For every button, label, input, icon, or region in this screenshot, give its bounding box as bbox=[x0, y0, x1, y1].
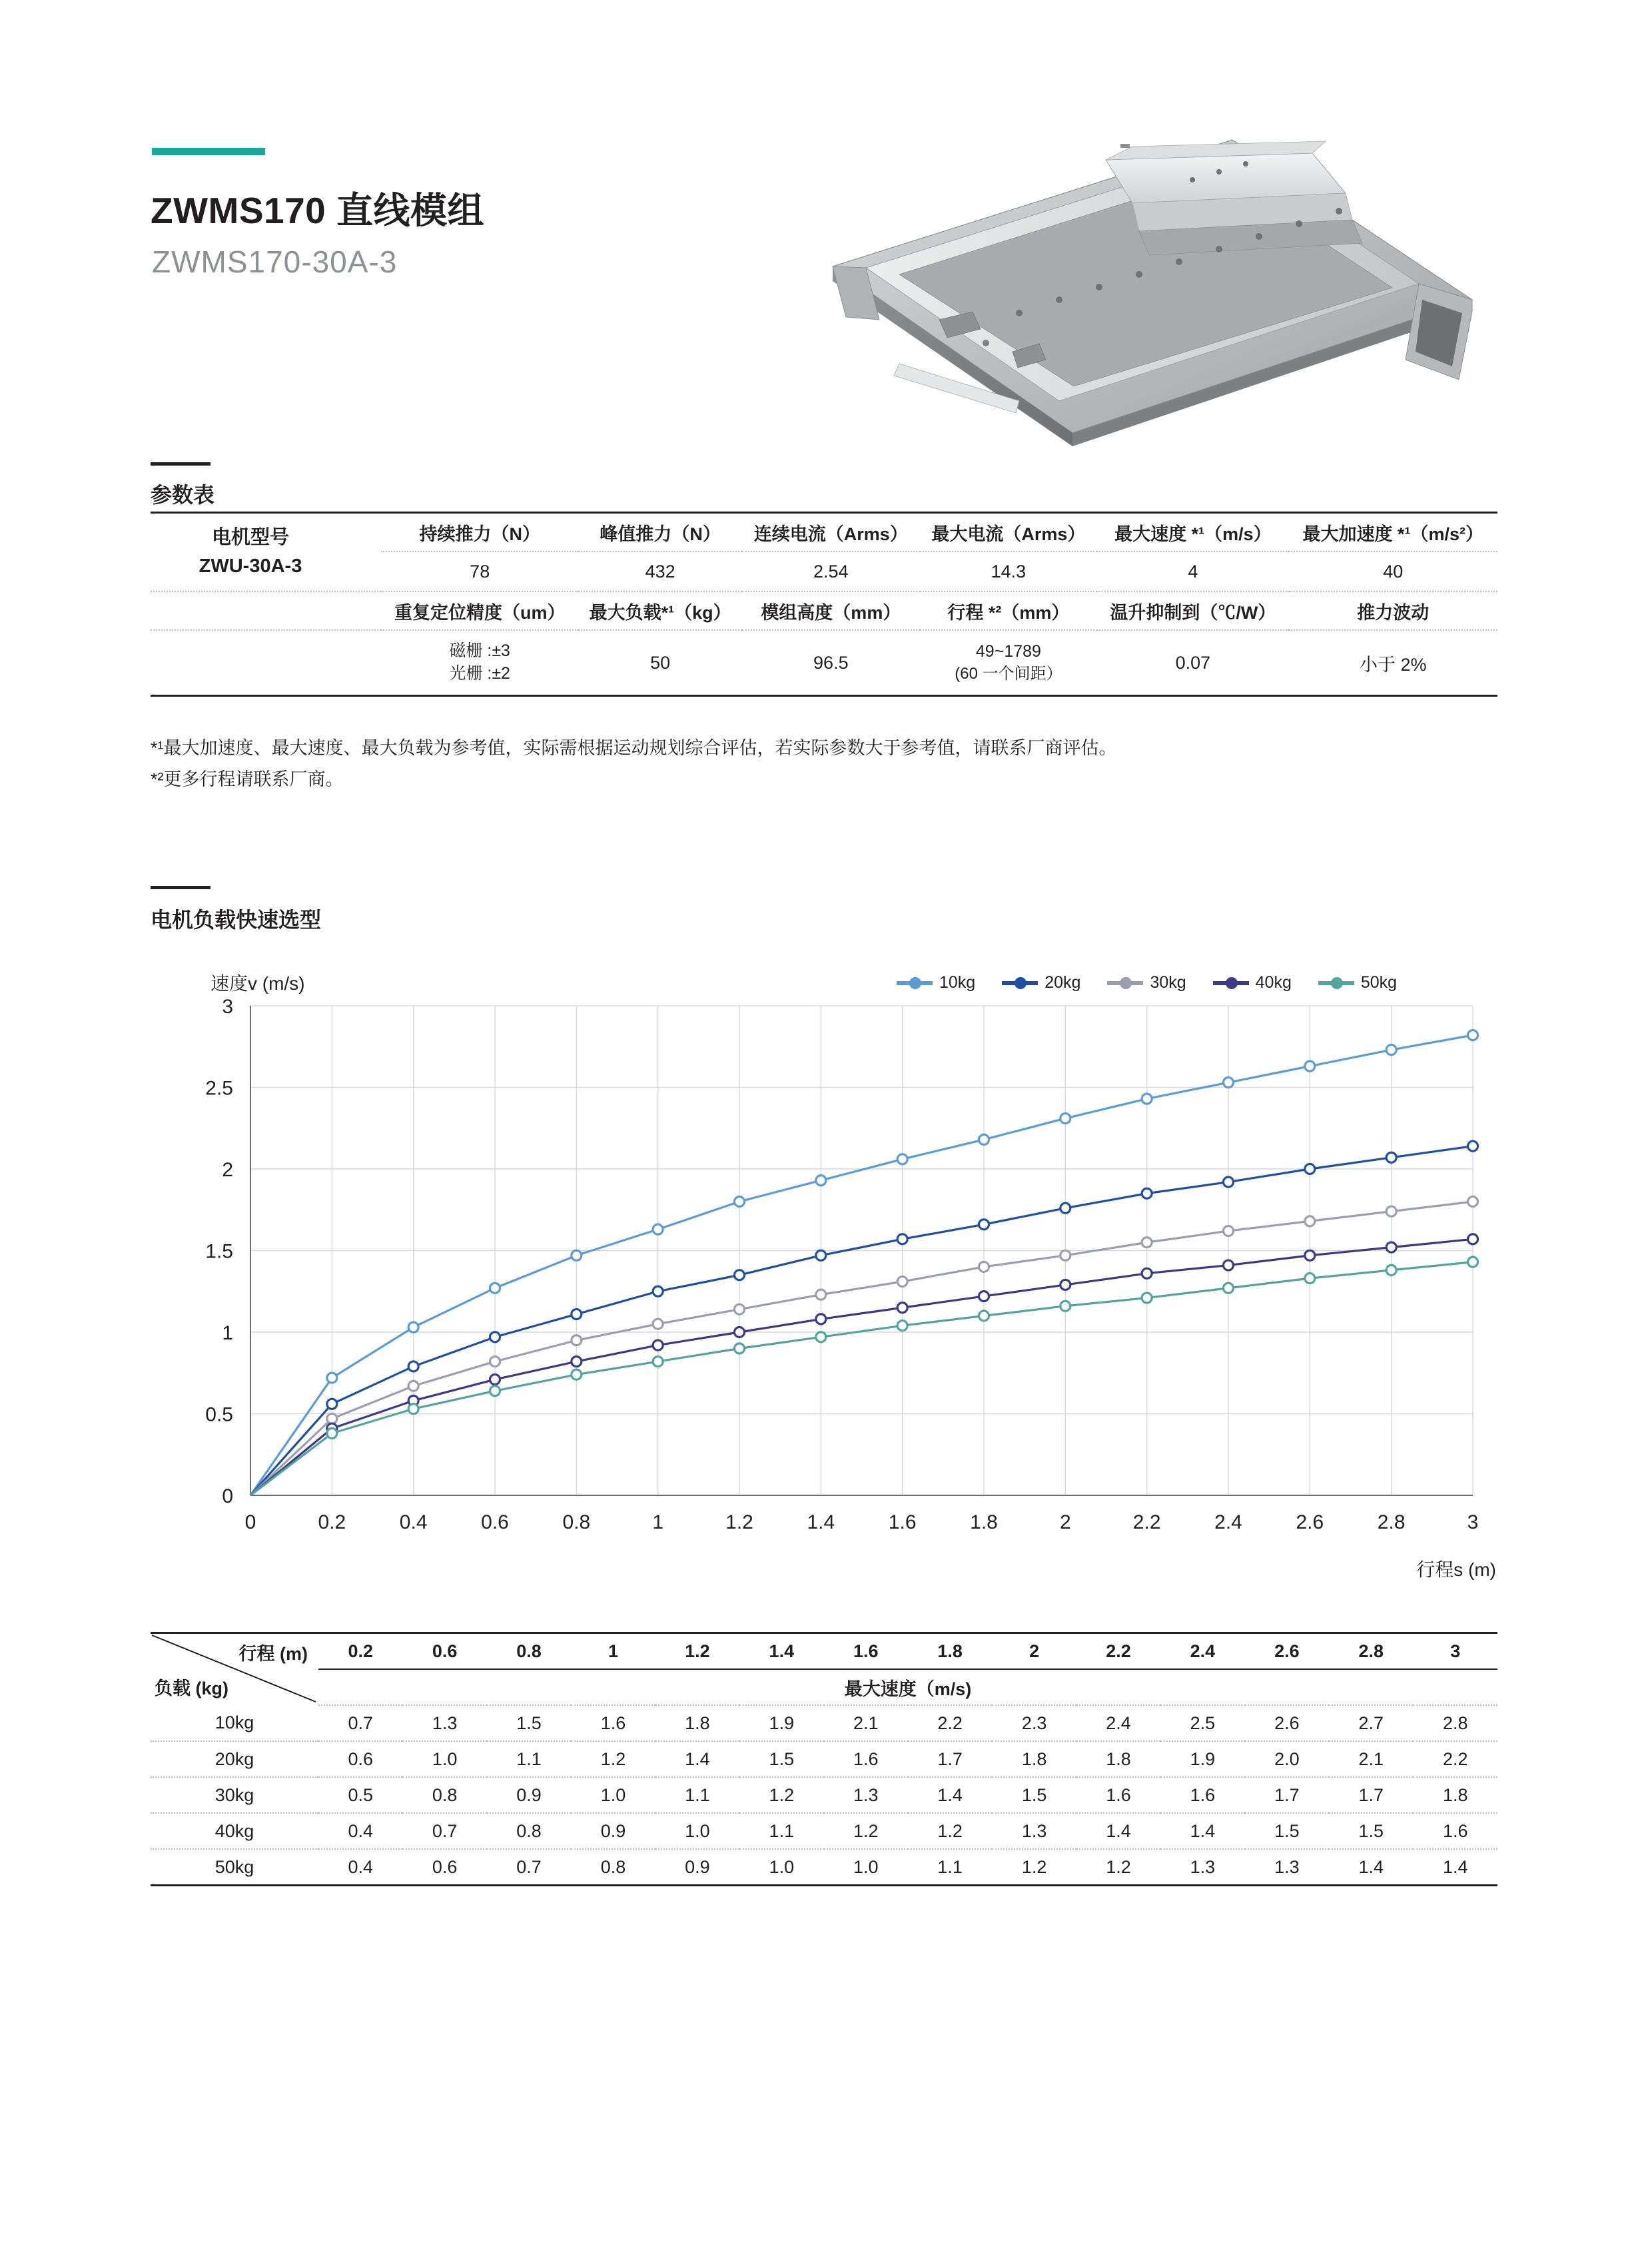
chart-x-axis-label: 行程s (m) bbox=[1416, 1559, 1496, 1580]
cell-20kg-2.8: 2.1 bbox=[1329, 1741, 1413, 1777]
value-max-current: 14.3 bbox=[920, 552, 1098, 591]
value-module-height: 96.5 bbox=[742, 630, 920, 696]
chart-canvas bbox=[151, 969, 1503, 1569]
legend-swatch-10kg bbox=[897, 981, 933, 985]
motor-model-label: 电机型号 bbox=[211, 526, 289, 548]
legend-swatch-30kg bbox=[1107, 981, 1143, 985]
column-header-stroke-1.6: 1.6 bbox=[824, 1633, 908, 1670]
param-section-rule bbox=[151, 462, 210, 466]
column-header-stroke-1.4: 1.4 bbox=[739, 1633, 823, 1670]
legend-swatch-40kg bbox=[1213, 981, 1249, 985]
cell-10kg-2.4: 2.5 bbox=[1160, 1705, 1244, 1741]
cell-30kg-3: 1.8 bbox=[1413, 1777, 1497, 1813]
cell-20kg-0.2: 0.6 bbox=[318, 1741, 402, 1777]
cell-10kg-2.8: 2.7 bbox=[1329, 1705, 1413, 1741]
cell-10kg-2: 2.3 bbox=[992, 1705, 1076, 1741]
cell-50kg-3: 1.4 bbox=[1413, 1849, 1497, 1886]
cell-50kg-0.8: 0.7 bbox=[487, 1849, 571, 1886]
table-row bbox=[151, 591, 1497, 630]
table-row bbox=[151, 1813, 1497, 1849]
column-header-stroke-0.2: 0.2 bbox=[318, 1633, 402, 1670]
cell-40kg-2.6: 1.5 bbox=[1245, 1813, 1329, 1849]
svg-text:1.4: 1.4 bbox=[807, 1511, 835, 1533]
cell-40kg-2.8: 1.5 bbox=[1329, 1813, 1413, 1849]
value-force-ripple: 小于 2% bbox=[1289, 630, 1497, 696]
motor-model-value: ZWU-30A-3 bbox=[199, 556, 302, 577]
svg-text:0.4: 0.4 bbox=[399, 1511, 428, 1533]
value-stroke-note: (60 一个间距） bbox=[955, 664, 1062, 683]
corner-label-load: 负载 (kg) bbox=[155, 1679, 228, 1698]
legend-swatch-20kg bbox=[1002, 981, 1038, 985]
table-row bbox=[151, 1741, 1497, 1777]
table-row bbox=[151, 1705, 1497, 1741]
product-illustration bbox=[819, 100, 1485, 460]
cell-30kg-1.4: 1.2 bbox=[739, 1777, 823, 1813]
legend-item bbox=[897, 973, 975, 992]
cell-30kg-0.8: 0.9 bbox=[487, 1777, 571, 1813]
table-row bbox=[151, 1669, 1497, 1705]
header-temp-rise: 温升抑制到（℃/W） bbox=[1097, 591, 1288, 630]
cell-40kg-2.2: 1.4 bbox=[1076, 1813, 1160, 1849]
svg-text:1: 1 bbox=[222, 1322, 233, 1344]
table-row bbox=[151, 1777, 1497, 1813]
column-header-stroke-2.8: 2.8 bbox=[1329, 1633, 1413, 1670]
table-row bbox=[151, 1849, 1497, 1886]
svg-text:0: 0 bbox=[222, 1485, 233, 1507]
cell-40kg-2: 1.3 bbox=[992, 1813, 1076, 1849]
cell-50kg-0.6: 0.6 bbox=[402, 1849, 486, 1886]
header-peak-force: 峰值推力（N） bbox=[578, 513, 742, 552]
value-repeatability-optical: 光栅 :±2 bbox=[449, 664, 510, 683]
cell-40kg-1.2: 1.0 bbox=[655, 1813, 739, 1849]
header-module-height: 模组高度（mm） bbox=[742, 591, 920, 630]
svg-text:3: 3 bbox=[222, 996, 233, 1018]
svg-text:0.5: 0.5 bbox=[205, 1403, 233, 1426]
cell-50kg-1.8: 1.1 bbox=[908, 1849, 992, 1886]
chart-section-title: 电机负载快速选型 bbox=[151, 908, 322, 932]
page-title: ZWMS170 直线模组 bbox=[151, 190, 485, 231]
cell-10kg-1: 1.6 bbox=[571, 1705, 655, 1741]
cell-20kg-0.6: 1.0 bbox=[402, 1741, 486, 1777]
svg-text:1.5: 1.5 bbox=[205, 1240, 233, 1263]
legend-label-20kg: 20kg bbox=[1044, 973, 1081, 992]
row-header-40kg: 40kg bbox=[151, 1813, 318, 1849]
cell-10kg-1.4: 1.9 bbox=[739, 1705, 823, 1741]
cell-50kg-2.6: 1.3 bbox=[1245, 1849, 1329, 1886]
cell-50kg-1.6: 1.0 bbox=[824, 1849, 908, 1886]
header-force-ripple: 推力波动 bbox=[1289, 591, 1497, 630]
svg-text:1: 1 bbox=[652, 1511, 664, 1533]
value-temp-rise: 0.07 bbox=[1097, 630, 1288, 696]
cell-30kg-0.6: 0.8 bbox=[402, 1777, 486, 1813]
svg-text:0.6: 0.6 bbox=[481, 1511, 509, 1533]
header-max-current: 最大电流（Arms） bbox=[920, 513, 1098, 552]
axis-corner-cell bbox=[151, 1633, 318, 1706]
column-header-stroke-1.2: 1.2 bbox=[655, 1633, 739, 1670]
cell-10kg-0.2: 0.7 bbox=[318, 1705, 402, 1741]
spacer-cell bbox=[151, 591, 381, 630]
column-header-stroke-2.4: 2.4 bbox=[1160, 1633, 1244, 1670]
cell-20kg-1: 1.2 bbox=[571, 1741, 655, 1777]
cell-50kg-2: 1.2 bbox=[992, 1849, 1076, 1886]
cell-40kg-0.2: 0.4 bbox=[318, 1813, 402, 1849]
legend-label-10kg: 10kg bbox=[939, 973, 976, 992]
legend-item bbox=[1318, 973, 1397, 992]
motor-model-cell bbox=[151, 513, 381, 592]
column-header-stroke-2.2: 2.2 bbox=[1076, 1633, 1160, 1670]
speed-lookup-table bbox=[151, 1632, 1497, 1886]
param-section-title: 参数表 bbox=[151, 483, 215, 507]
legend-item bbox=[1002, 973, 1080, 992]
svg-text:2.8: 2.8 bbox=[1377, 1511, 1406, 1533]
column-header-stroke-2: 2 bbox=[992, 1633, 1076, 1670]
legend-label-40kg: 40kg bbox=[1255, 973, 1292, 992]
cell-10kg-2.2: 2.4 bbox=[1076, 1705, 1160, 1741]
cell-20kg-0.8: 1.1 bbox=[487, 1741, 571, 1777]
svg-text:0: 0 bbox=[244, 1511, 256, 1533]
header-continuous-current: 连续电流（Arms） bbox=[742, 513, 920, 552]
chart-legend bbox=[897, 973, 1397, 992]
value-repeatability bbox=[381, 630, 578, 696]
cell-20kg-2.4: 1.9 bbox=[1160, 1741, 1244, 1777]
table-row bbox=[151, 1633, 1497, 1670]
chart-y-axis-label: 速度v (m/s) bbox=[210, 973, 305, 994]
value-continuous-current: 2.54 bbox=[742, 552, 920, 591]
svg-text:2: 2 bbox=[222, 1159, 233, 1181]
cell-30kg-1.6: 1.3 bbox=[824, 1777, 908, 1813]
cell-50kg-1: 0.8 bbox=[571, 1849, 655, 1886]
header-stroke: 行程 *²（mm） bbox=[920, 591, 1098, 630]
row-header-20kg: 20kg bbox=[151, 1741, 318, 1777]
svg-text:2.6: 2.6 bbox=[1296, 1511, 1324, 1533]
legend-item bbox=[1107, 973, 1186, 992]
spacer-cell-2 bbox=[151, 630, 381, 696]
legend-item bbox=[1213, 973, 1292, 992]
cell-30kg-2.8: 1.7 bbox=[1329, 1777, 1413, 1813]
column-header-stroke-1: 1 bbox=[571, 1633, 655, 1670]
svg-text:0.2: 0.2 bbox=[318, 1511, 346, 1533]
cell-30kg-2: 1.5 bbox=[992, 1777, 1076, 1813]
legend-swatch-50kg bbox=[1318, 981, 1354, 985]
cell-10kg-3: 2.8 bbox=[1413, 1705, 1497, 1741]
cell-30kg-1.2: 1.1 bbox=[655, 1777, 739, 1813]
cell-50kg-1.4: 1.0 bbox=[739, 1849, 823, 1886]
cell-10kg-0.6: 1.3 bbox=[402, 1705, 486, 1741]
cell-20kg-2: 1.8 bbox=[992, 1741, 1076, 1777]
accent-bar bbox=[152, 148, 265, 155]
svg-text:2.2: 2.2 bbox=[1132, 1511, 1161, 1533]
footnote-1: *¹最大加速度、最大速度、最大负载为参考值，实际需根据运动规划综合评估，若实际参数大于参考值，请联系厂商评估。 bbox=[151, 738, 1117, 758]
column-header-stroke-0.8: 0.8 bbox=[487, 1633, 571, 1670]
cell-30kg-1.8: 1.4 bbox=[908, 1777, 992, 1813]
table-row bbox=[151, 630, 1497, 696]
value-stroke bbox=[920, 630, 1098, 696]
cell-40kg-3: 1.6 bbox=[1413, 1813, 1497, 1849]
row-header-10kg: 10kg bbox=[151, 1705, 318, 1741]
value-repeatability-magnetic: 磁栅 :±3 bbox=[449, 641, 510, 661]
cell-30kg-0.2: 0.5 bbox=[318, 1777, 402, 1813]
cell-50kg-0.2: 0.4 bbox=[318, 1849, 402, 1886]
cell-10kg-1.2: 1.8 bbox=[655, 1705, 739, 1741]
svg-text:0.8: 0.8 bbox=[562, 1511, 591, 1533]
cell-20kg-1.2: 1.4 bbox=[655, 1741, 739, 1777]
column-header-stroke-0.6: 0.6 bbox=[402, 1633, 486, 1670]
header-max-load: 最大负载*¹（kg） bbox=[578, 591, 742, 630]
svg-text:1.2: 1.2 bbox=[725, 1511, 753, 1533]
cell-10kg-0.8: 1.5 bbox=[487, 1705, 571, 1741]
cell-20kg-1.6: 1.6 bbox=[824, 1741, 908, 1777]
header-repeatability: 重复定位精度（um） bbox=[381, 591, 578, 630]
cell-50kg-2.8: 1.4 bbox=[1329, 1849, 1413, 1886]
cell-50kg-2.2: 1.2 bbox=[1076, 1849, 1160, 1886]
footnote-2: *²更多行程请联系厂商。 bbox=[151, 769, 344, 790]
value-max-speed: 4 bbox=[1097, 552, 1288, 591]
row-header-30kg: 30kg bbox=[151, 1777, 318, 1813]
corner-label-stroke: 行程 (m) bbox=[238, 1644, 308, 1664]
svg-text:2.5: 2.5 bbox=[205, 1077, 233, 1100]
legend-label-50kg: 50kg bbox=[1360, 973, 1398, 992]
chart-section-rule bbox=[151, 886, 210, 889]
cell-40kg-1: 0.9 bbox=[571, 1813, 655, 1849]
cell-10kg-1.8: 2.2 bbox=[908, 1705, 992, 1741]
column-header-stroke-1.8: 1.8 bbox=[908, 1633, 992, 1670]
value-max-accel: 40 bbox=[1289, 552, 1497, 591]
cell-20kg-1.4: 1.5 bbox=[739, 1741, 823, 1777]
svg-text:1.6: 1.6 bbox=[888, 1511, 917, 1533]
svg-text:2: 2 bbox=[1059, 1511, 1071, 1533]
cell-40kg-0.6: 0.7 bbox=[402, 1813, 486, 1849]
cell-40kg-2.4: 1.4 bbox=[1160, 1813, 1244, 1849]
cell-50kg-1.2: 0.9 bbox=[655, 1849, 739, 1886]
cell-10kg-2.6: 2.6 bbox=[1245, 1705, 1329, 1741]
header-continuous-force: 持续推力（N） bbox=[381, 513, 578, 552]
cell-40kg-1.4: 1.1 bbox=[739, 1813, 823, 1849]
page-subtitle: ZWMS170-30A-3 bbox=[152, 244, 398, 279]
table-row bbox=[151, 513, 1497, 552]
cell-40kg-1.8: 1.2 bbox=[908, 1813, 992, 1849]
cell-20kg-3: 2.2 bbox=[1413, 1741, 1497, 1777]
cell-50kg-2.4: 1.3 bbox=[1160, 1849, 1244, 1886]
column-header-stroke-2.6: 2.6 bbox=[1245, 1633, 1329, 1670]
footnotes bbox=[151, 733, 1516, 796]
cell-40kg-1.6: 1.2 bbox=[824, 1813, 908, 1849]
cell-10kg-1.6: 2.1 bbox=[824, 1705, 908, 1741]
cell-30kg-2.4: 1.6 bbox=[1160, 1777, 1244, 1813]
cell-30kg-2.6: 1.7 bbox=[1245, 1777, 1329, 1813]
row-header-50kg: 50kg bbox=[151, 1849, 318, 1886]
cell-20kg-1.8: 1.7 bbox=[908, 1741, 992, 1777]
cell-30kg-2.2: 1.6 bbox=[1076, 1777, 1160, 1813]
column-header-stroke-3: 3 bbox=[1413, 1633, 1497, 1670]
header-max-accel: 最大加速度 *¹（m/s²） bbox=[1289, 513, 1497, 552]
value-stroke-range: 49~1789 bbox=[975, 641, 1041, 661]
cell-20kg-2.6: 2.0 bbox=[1245, 1741, 1329, 1777]
cell-20kg-2.2: 1.8 bbox=[1076, 1741, 1160, 1777]
value-continuous-force: 78 bbox=[381, 552, 578, 591]
value-max-load: 50 bbox=[578, 630, 742, 696]
header-max-speed: 最大速度 *¹（m/s） bbox=[1097, 513, 1288, 552]
parameter-table bbox=[151, 512, 1497, 697]
span-header-max-speed: 最大速度（m/s) bbox=[318, 1669, 1497, 1705]
svg-text:3: 3 bbox=[1467, 1511, 1479, 1533]
cell-40kg-0.8: 0.8 bbox=[487, 1813, 571, 1849]
load-speed-chart bbox=[151, 969, 1503, 1589]
value-peak-force: 432 bbox=[578, 552, 742, 591]
svg-text:2.4: 2.4 bbox=[1214, 1511, 1242, 1533]
legend-label-30kg: 30kg bbox=[1150, 973, 1186, 992]
cell-30kg-1: 1.0 bbox=[571, 1777, 655, 1813]
svg-text:1.8: 1.8 bbox=[970, 1511, 998, 1533]
